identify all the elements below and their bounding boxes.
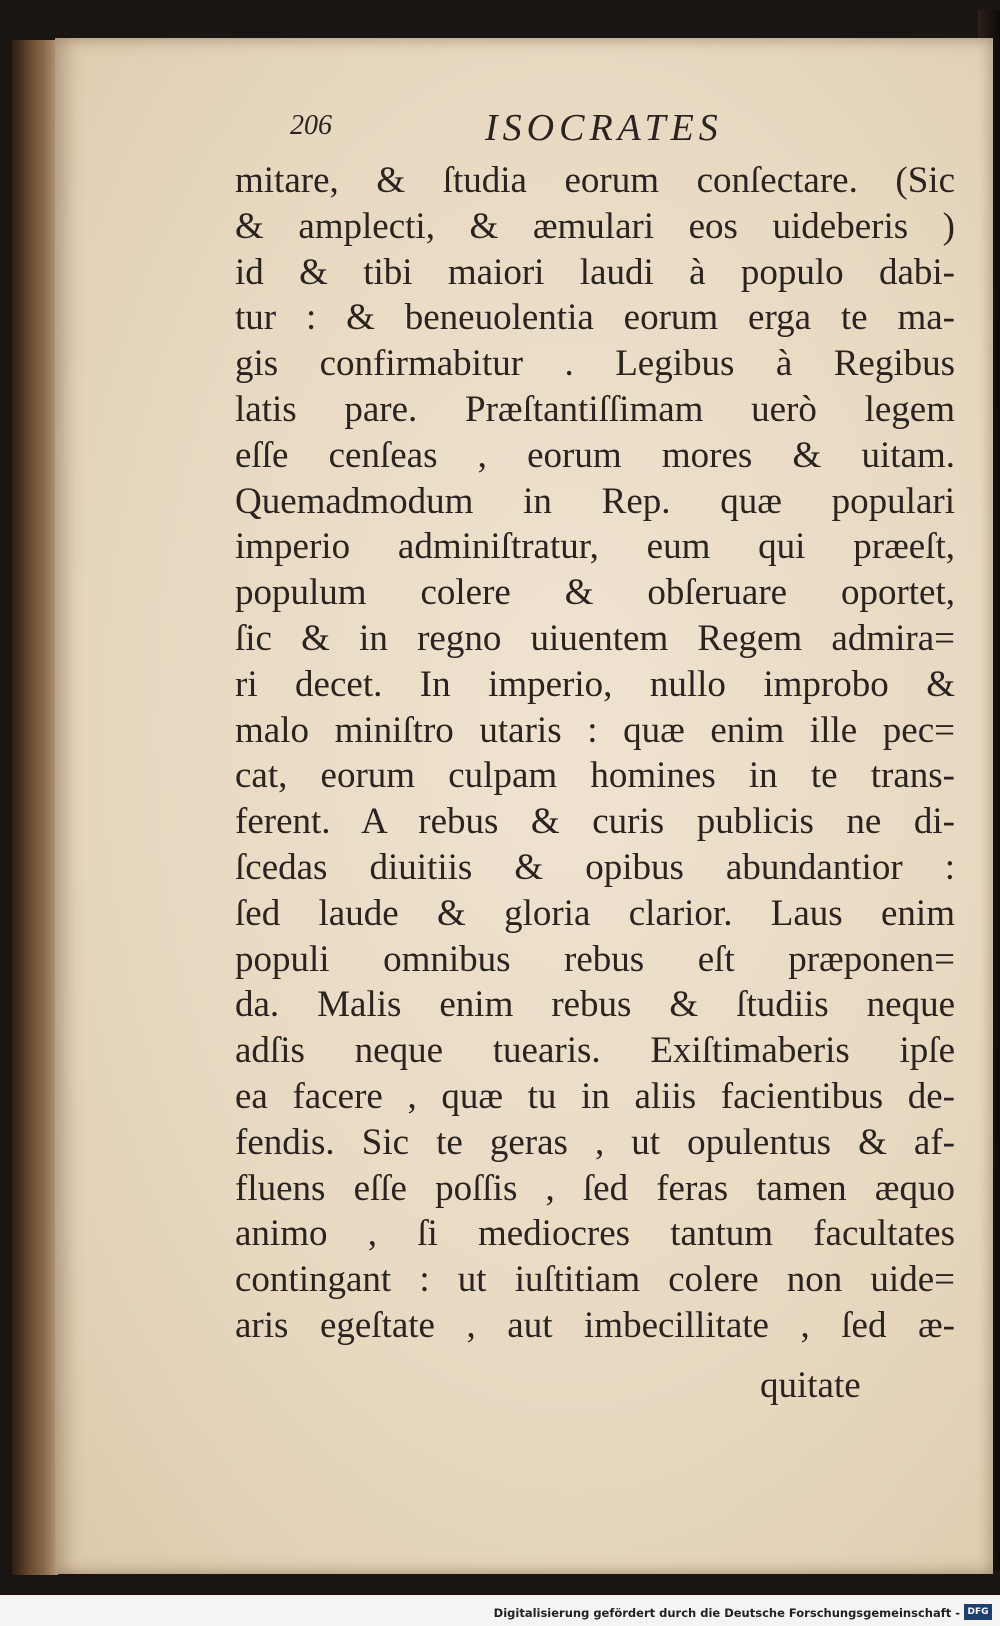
book-edge	[12, 40, 58, 1575]
text-line: ſed laude & gloria clarior. Laus enim	[235, 892, 955, 934]
text-line: & amplecti, & æmulari eos uideberis )	[235, 205, 955, 247]
catchword: quitate	[760, 1365, 861, 1406]
text-line: Quemadmodum in Rep. quæ populari	[235, 480, 955, 522]
text-line: populi omnibus rebus eſt præponen=	[235, 938, 955, 980]
text-line: ferent. A rebus & curis publicis ne di-	[235, 801, 955, 843]
text-line: latis pare. Præſtantiſſimam uerò legem	[235, 388, 955, 430]
page-number: 206	[290, 110, 332, 141]
text-line: da. Malis enim rebus & ſtudiis neque	[235, 984, 955, 1026]
text-line: gis confirmabitur . Legibus à Regibus	[235, 343, 955, 385]
body-text	[235, 158, 955, 1349]
text-line: imperio adminiſtratur, eum qui præeſt,	[235, 526, 955, 568]
text-line: fendis. Sic te geras , ut opulentus & af-	[235, 1121, 955, 1163]
text-line: ri decet. In imperio, nullo improbo &	[235, 663, 955, 705]
text-line: contingant : ut iuſtitiam colere non uide=	[235, 1259, 955, 1301]
text-line: mitare, & ſtudia eorum conſectare. (Sic	[235, 160, 955, 201]
text-line: cat, eorum culpam homines in te trans-	[235, 755, 955, 797]
text-line: ea facere , quæ tu in aliis facientibus de-	[235, 1075, 955, 1117]
page-header	[290, 107, 760, 154]
running-head: ISOCRATES	[485, 107, 723, 149]
text-line: tur : & beneuolentia eorum erga te ma-	[235, 297, 955, 339]
text-line: ſcedas diuitiis & opibus abundantior :	[235, 846, 955, 888]
text-line: fluens eſſe poſſis , ſed feras tamen æquo	[235, 1167, 955, 1209]
text-line: malo miniſtro utaris : quæ enim ille pec=	[235, 709, 955, 751]
text-line: animo , ſi mediocres tantum facultates	[235, 1213, 955, 1255]
text-line: adſis neque tuearis. Exiſtimaberis ipſe	[235, 1030, 955, 1072]
text-line: aris egeſtate , aut imbecillitate , ſed æ-	[235, 1304, 955, 1346]
text-line: id & tibi maiori laudi à populo dabi-	[235, 251, 955, 293]
footer-credit: Digitalisierung gefördert durch die Deutsche Forschungsgemeinschaft -	[493, 1606, 960, 1620]
text-line: ſic & in regno uiuentem Regem admira=	[235, 617, 955, 659]
text-line: populum colere & obſeruare oportet,	[235, 572, 955, 614]
text-line: eſſe cenſeas , eorum mores & uitam.	[235, 434, 955, 476]
dfg-logo-icon: DFG	[964, 1604, 992, 1620]
